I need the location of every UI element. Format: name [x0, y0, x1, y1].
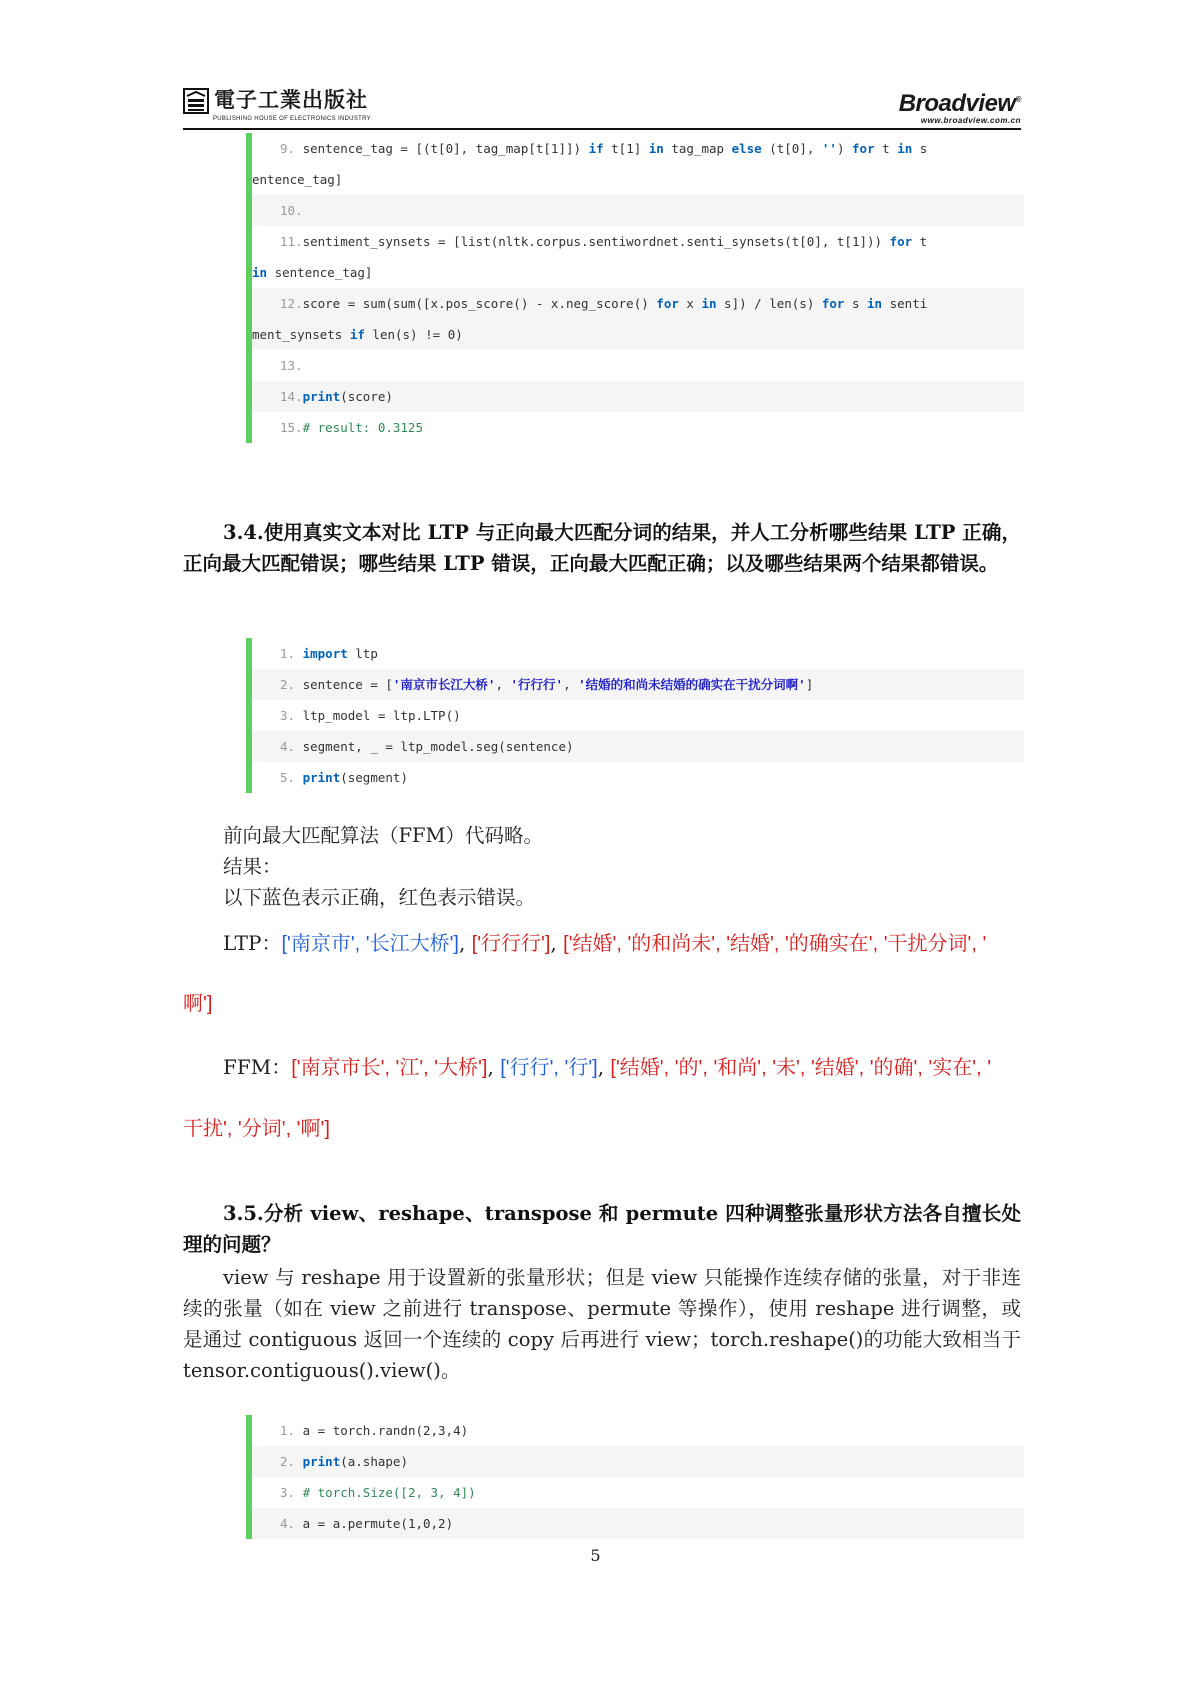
ltp-wrong-segment: 啊'] — [183, 993, 213, 1015]
code-text: senti — [882, 296, 928, 311]
code-line — [252, 381, 1024, 412]
ltp-label: LTP： — [223, 931, 282, 955]
line-number: 12. — [280, 296, 303, 311]
code-keyword: in — [701, 296, 717, 311]
code-continuation: len(s) != 0) — [364, 327, 463, 342]
code-keyword: else — [731, 141, 762, 156]
ltp-result-line — [183, 928, 1021, 960]
ffm-separator: , — [487, 1055, 501, 1079]
ltp-separator: , — [550, 931, 564, 955]
line-number: 4. — [280, 1516, 296, 1531]
code-continuation: ment_synsets — [252, 327, 350, 342]
publisher-emblem-icon — [183, 88, 209, 114]
code-keyword: for — [656, 296, 679, 311]
code-keyword: print — [302, 389, 341, 404]
code-line — [252, 1446, 1024, 1477]
line-number: 14. — [280, 389, 303, 404]
code-keyword: print — [302, 1454, 341, 1469]
code-text: , — [563, 677, 579, 692]
page-header — [183, 86, 1021, 128]
ffm-wrong-segment: 干扰', '分词', '啊'] — [183, 1118, 330, 1140]
result-label: 结果： — [223, 855, 282, 878]
code-string: '结婚的和尚未结婚的确实在干扰分词啊' — [578, 677, 806, 692]
line-number: 15. — [280, 420, 303, 435]
line-number: 1. — [280, 1423, 296, 1438]
code-text: s]) / len(s) — [716, 296, 822, 311]
code-text: t[1] — [603, 141, 649, 156]
code-text: ltp_model = ltp.LTP() — [295, 708, 461, 723]
code-text: (a.shape) — [340, 1454, 408, 1469]
brand-url: www.broadview.com.cn — [920, 116, 1021, 125]
code-text: (t[0], — [761, 141, 822, 156]
code-text: ) — [836, 141, 853, 156]
code-line — [252, 195, 1024, 226]
page-number: 5 — [590, 1546, 601, 1565]
code-keyword: in — [252, 265, 268, 280]
line-number: 9. — [280, 141, 296, 156]
code-line — [252, 700, 1024, 731]
code-text: x — [678, 296, 702, 311]
code-line — [252, 1508, 1024, 1539]
section-heading-3-4: 3.4.使用真实文本对比 LTP 与正向最大匹配分词的结果，并人工分析哪些结果 LTP 正确，正向最大匹配错误；哪些结果 LTP 错误，正向最大匹配正确；以及哪些结果两个结果都错误。 — [183, 521, 1021, 575]
code-text: t — [912, 234, 928, 249]
code-keyword: for — [852, 141, 875, 156]
code-keyword: in — [648, 141, 664, 156]
code-line — [252, 350, 1024, 381]
code-text: score = sum(sum([x.pos_score() - x.neg_score() — [302, 296, 657, 311]
code-continuation: entence_tag] — [252, 172, 343, 187]
code-line — [252, 412, 1024, 443]
line-number: 5. — [280, 770, 296, 785]
code-line — [252, 669, 1024, 700]
brand-name: Broadview — [898, 90, 1016, 117]
code-text: a = a.permute(1,0,2) — [295, 1516, 454, 1531]
code-line — [252, 133, 1024, 195]
line-number: 1. — [280, 646, 296, 661]
code-text: (segment) — [340, 770, 408, 785]
line-number: 13. — [280, 358, 303, 373]
ltp-wrong-segment: ['行行行'] — [471, 933, 551, 955]
code-block-ltp — [246, 638, 1024, 793]
color-legend-text: 以下蓝色表示正确，红色表示错误。 — [223, 886, 536, 909]
code-text: ] — [805, 677, 814, 692]
brand-registered-mark: ® — [1015, 95, 1021, 104]
code-text: s — [912, 141, 928, 156]
code-line — [252, 638, 1024, 669]
code-continuation: sentence_tag] — [267, 265, 373, 280]
code-text: sentiment_synsets = [list(nltk.corpus.sentiwordnet.senti_synsets(t[0], t[1])) — [302, 234, 890, 249]
code-line — [252, 731, 1024, 762]
line-number: 2. — [280, 677, 296, 692]
publisher-name-cn: 電子工業出版社 — [214, 87, 368, 112]
code-text: a = torch.randn(2,3,4) — [295, 1423, 469, 1438]
line-number: 2. — [280, 1454, 296, 1469]
header-divider — [183, 128, 1021, 130]
line-number: 11. — [280, 234, 303, 249]
ffm-label: FFM： — [223, 1055, 292, 1079]
line-number: 3. — [280, 708, 296, 723]
code-keyword: print — [302, 770, 341, 785]
ltp-correct-segment: ['南京市', '长江大桥'] — [281, 933, 459, 955]
code-keyword: in — [867, 296, 883, 311]
ffm-result-continuation — [183, 1113, 1021, 1145]
code-keyword: if — [349, 327, 365, 342]
code-string: '' — [821, 141, 837, 156]
code-comment: # torch.Size([2, 3, 4]) — [302, 1485, 476, 1500]
code-text: segment, _ = ltp_model.seg(sentence) — [295, 739, 574, 754]
code-keyword: for — [889, 234, 913, 249]
code-comment: # result: 0.3125 — [302, 420, 423, 435]
code-keyword: if — [588, 141, 604, 156]
code-keyword: import — [302, 646, 348, 661]
code-text: tag_map — [663, 141, 732, 156]
code-block-permute — [246, 1415, 1024, 1539]
ffm-separator: , — [597, 1055, 611, 1079]
ffm-result-line — [183, 1052, 1021, 1084]
line-number: 10. — [280, 203, 303, 218]
code-text: (score) — [340, 389, 393, 404]
publisher-name-en: PUBLISHING HOUSE OF ELECTRONICS INDUSTRY — [213, 116, 371, 122]
ltp-wrong-segment: ['结婚', '的和尚未', '结婚', '的确实在', '干扰分词', ' — [563, 933, 987, 955]
code-line — [252, 1477, 1024, 1508]
code-line — [252, 762, 1024, 793]
code-keyword: in — [897, 141, 913, 156]
section-heading-3-5: 3.5.分析 view、reshape、transpose 和 permute 四种调整张量形状方法各自擅长处理的问题？ — [183, 1202, 1021, 1256]
ltp-result-continuation — [183, 988, 1021, 1020]
code-text: , — [495, 677, 511, 692]
code-text: sentence_tag = [(t[0], tag_map[t[1]]) — [295, 141, 589, 156]
ffm-correct-segment: ['行行', '行'] — [500, 1057, 598, 1079]
line-number: 3. — [280, 1485, 296, 1500]
code-keyword: for — [821, 296, 845, 311]
code-line — [252, 1415, 1024, 1446]
line-number: 4. — [280, 739, 296, 754]
ltp-separator: , — [458, 931, 472, 955]
code-line — [252, 288, 1024, 350]
broadview-logo — [899, 88, 1021, 125]
code-text: ltp — [347, 646, 378, 661]
code-block-sentiment — [246, 133, 1024, 443]
code-string: '南京市长江大桥' — [392, 677, 496, 692]
publisher-logo — [183, 86, 371, 126]
ffm-note: 前向最大匹配算法（FFM）代码略。 — [223, 824, 544, 847]
ffm-wrong-segment: ['结婚', '的', '和尚', '未', '结婚', '的确', '实在', ' — [610, 1057, 992, 1079]
section-3-5-body: view 与 reshape 用于设置新的张量形状；但是 view 只能操作连续存储的张量，对于非连续的张量（如在 view 之前进行 transpose、permute 等操作），使用 reshape 进行调整，或是通过 contiguous 返回一个连续的 copy 后再进行 view；torch.reshape()的功能大致相当于 tensor.contiguous().view()。 — [183, 1266, 1021, 1382]
code-text: sentence = [ — [295, 677, 393, 692]
code-text: t — [874, 141, 898, 156]
code-string: '行行行' — [510, 677, 564, 692]
code-text: s — [844, 296, 868, 311]
ffm-wrong-segment: ['南京市长', '江', '大桥'] — [291, 1057, 488, 1079]
code-line — [252, 226, 1024, 288]
